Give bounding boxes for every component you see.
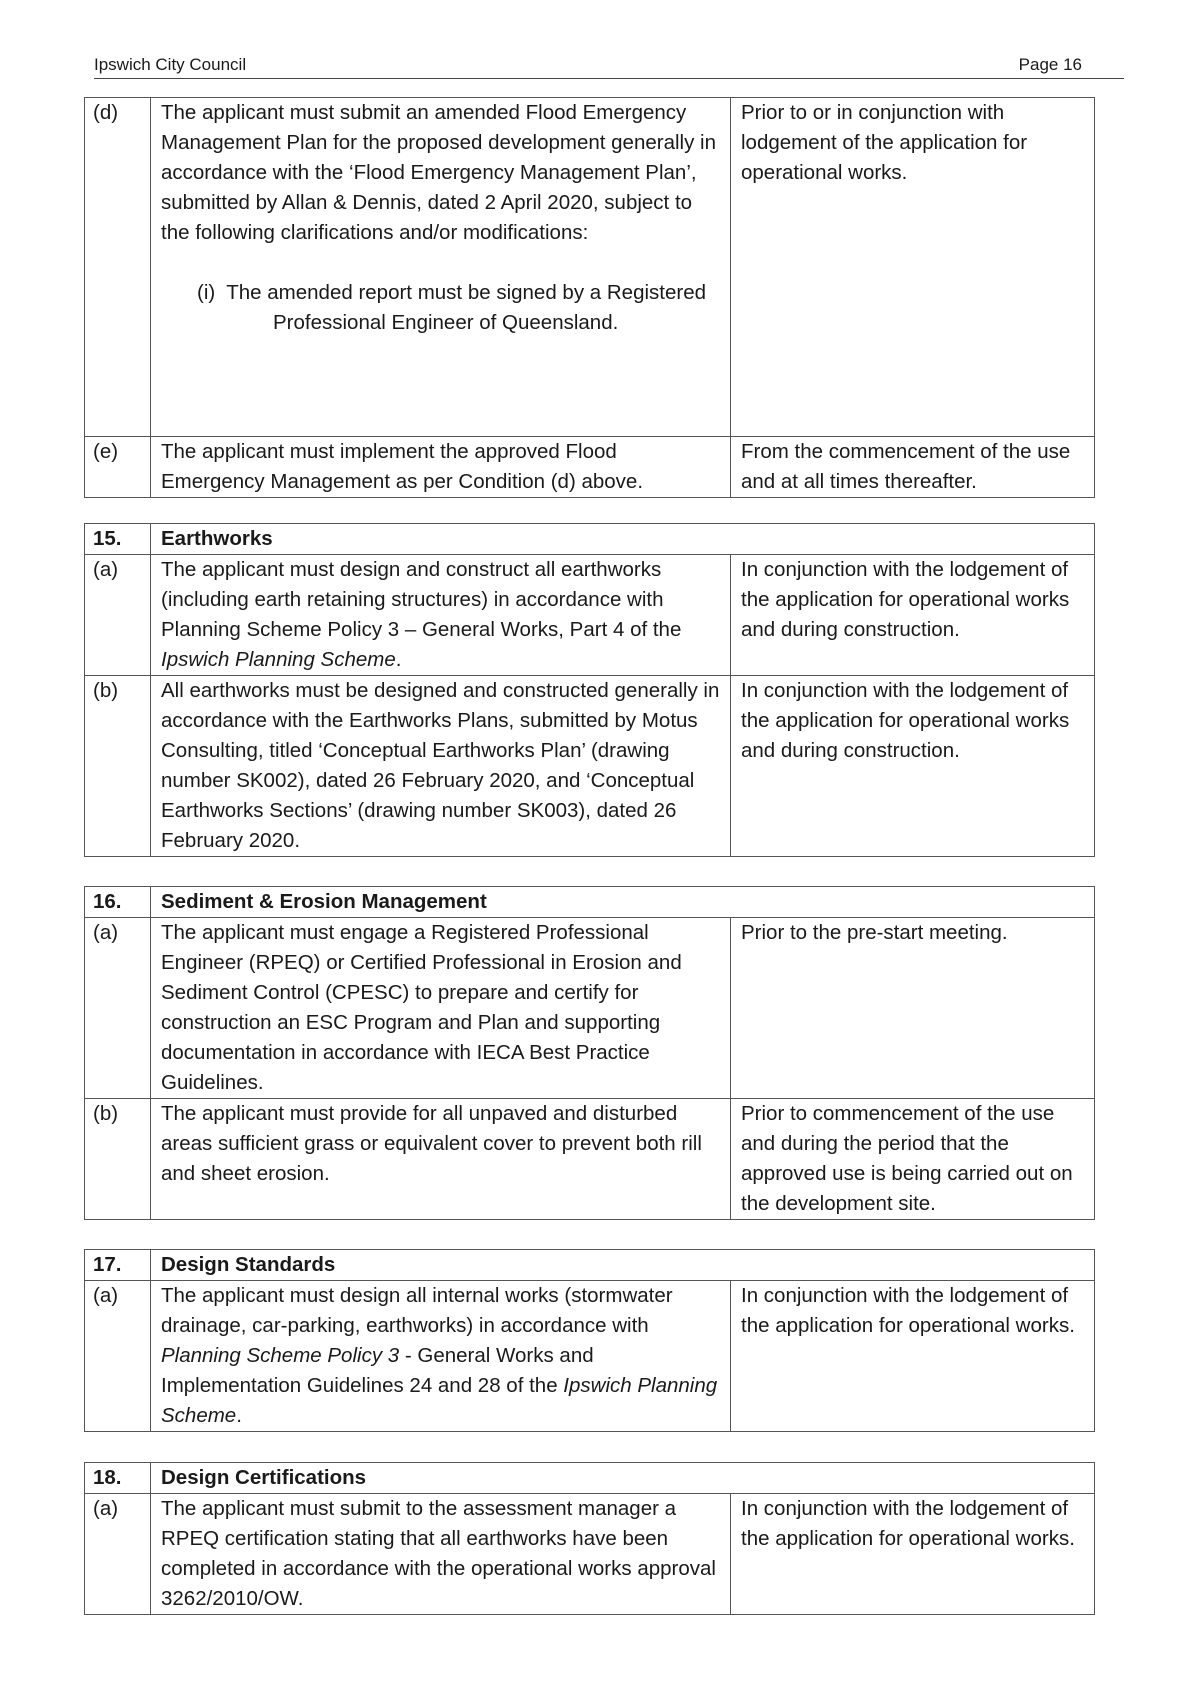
condition-text (151, 555, 731, 676)
section-title: Earthworks (151, 524, 1095, 555)
condition-id: (b) (85, 676, 151, 857)
conditions-table-flood (84, 97, 1095, 498)
section-number: 18. (85, 1463, 151, 1494)
condition-text-body: The applicant must design and construct all earthworks (including earth retaining structures) in accordance with Planning Scheme Policy 3 – General Works, Part 4 of the (161, 558, 682, 641)
condition-timing: In conjunction with the lodgement of the application for operational works and during construction. (731, 676, 1095, 857)
condition-timing: In conjunction with the lodgement of the application for operational works. (731, 1494, 1095, 1615)
page-header (94, 52, 1124, 79)
header-page-number: Page 16 (1018, 55, 1082, 74)
condition-text: The applicant must implement the approved Flood Emergency Management as per Condition (d) above. (151, 437, 731, 498)
section-heading-row (85, 1250, 1095, 1281)
table-row (85, 555, 1095, 676)
condition-id: (d) (85, 98, 151, 437)
section-heading-row (85, 887, 1095, 918)
conditions-table-earthworks (84, 523, 1095, 857)
conditions-table-design-standards (84, 1249, 1095, 1432)
condition-text-end: . (236, 1404, 242, 1427)
condition-text (151, 98, 731, 437)
condition-text-body: The applicant must design all internal works (stormwater drainage, car-parking, earthworks) in accordance with (161, 1284, 673, 1337)
table-row (85, 1099, 1095, 1220)
condition-id: (a) (85, 1281, 151, 1432)
table-row (85, 918, 1095, 1099)
condition-timing: In conjunction with the lodgement of the application for operational works. (731, 1281, 1095, 1432)
condition-text: The applicant must engage a Registered Professional Engineer (RPEQ) or Certified Professional in Erosion and Sediment Control (CPESC) to prepare and certify for construction an ESC Program and Plan and supporting documentation in accordance with IECA Best Practice Guidelines. (151, 918, 731, 1099)
table-row (85, 676, 1095, 857)
section-number: 16. (85, 887, 151, 918)
sub-condition-text: The amended report must be signed by a Registered Professional Engineer of Queensland. (226, 281, 706, 334)
condition-text (151, 1281, 731, 1432)
section-title: Design Standards (151, 1250, 1095, 1281)
condition-text-body: The applicant must submit an amended Flood Emergency Management Plan for the proposed development generally in accordance with the ‘Flood Emergency Management Plan’, submitted by Allan & Dennis, dated 2 April 2020, subject to the following clarifications and/or modifications: (161, 101, 716, 244)
section-number: 17. (85, 1250, 151, 1281)
condition-id: (a) (85, 1494, 151, 1615)
table-row (85, 1494, 1095, 1615)
condition-timing: Prior to the pre-start meeting. (731, 918, 1095, 1099)
sub-condition (161, 278, 724, 338)
table-row (85, 98, 1095, 437)
section-title: Sediment & Erosion Management (151, 887, 1095, 918)
table-row (85, 437, 1095, 498)
header-org: Ipswich City Council (94, 55, 247, 74)
condition-text-end: . (395, 648, 402, 671)
sub-condition-id: (i) (197, 281, 216, 304)
condition-id: (e) (85, 437, 151, 498)
table-row (85, 1281, 1095, 1432)
condition-id: (b) (85, 1099, 151, 1220)
condition-timing: Prior to or in conjunction with lodgement of the application for operational works. (731, 98, 1095, 437)
condition-text-italic: Ipswich Planning Scheme (161, 1374, 718, 1427)
section-heading-row (85, 524, 1095, 555)
condition-timing: Prior to commencement of the use and during the period that the approved use is being carried out on the development site. (731, 1099, 1095, 1220)
condition-timing: In conjunction with the lodgement of the application for operational works and during construction. (731, 555, 1095, 676)
condition-id: (a) (85, 918, 151, 1099)
condition-text: The applicant must submit to the assessment manager a RPEQ certification stating that all earthworks have been completed in accordance with the operational works approval 3262/2010/OW. (151, 1494, 731, 1615)
section-title: Design Certifications (151, 1463, 1095, 1494)
conditions-table-sediment (84, 886, 1095, 1220)
condition-text: All earthworks must be designed and constructed generally in accordance with the Earthworks Plans, submitted by Motus Consulting, titled ‘Conceptual Earthworks Plan’ (drawing number SK002), dated 26 February 2020, and ‘Conceptual Earthworks Sections’ (drawing number SK003), dated 26 February 2020. (151, 676, 731, 857)
section-heading-row (85, 1463, 1095, 1494)
condition-text-italic: Planning Scheme Policy 3 (161, 1344, 400, 1367)
condition-text-italic: Ipswich Planning Scheme (161, 648, 396, 671)
condition-id: (a) (85, 555, 151, 676)
section-number: 15. (85, 524, 151, 555)
condition-text-middle: - General Works and Implementation Guidelines 24 and 28 of the (161, 1344, 594, 1397)
condition-timing: From the commencement of the use and at all times thereafter. (731, 437, 1095, 498)
condition-text: The applicant must provide for all unpaved and disturbed areas sufficient grass or equivalent cover to prevent both rill and sheet erosion. (151, 1099, 731, 1220)
conditions-table-design-certifications (84, 1462, 1095, 1615)
